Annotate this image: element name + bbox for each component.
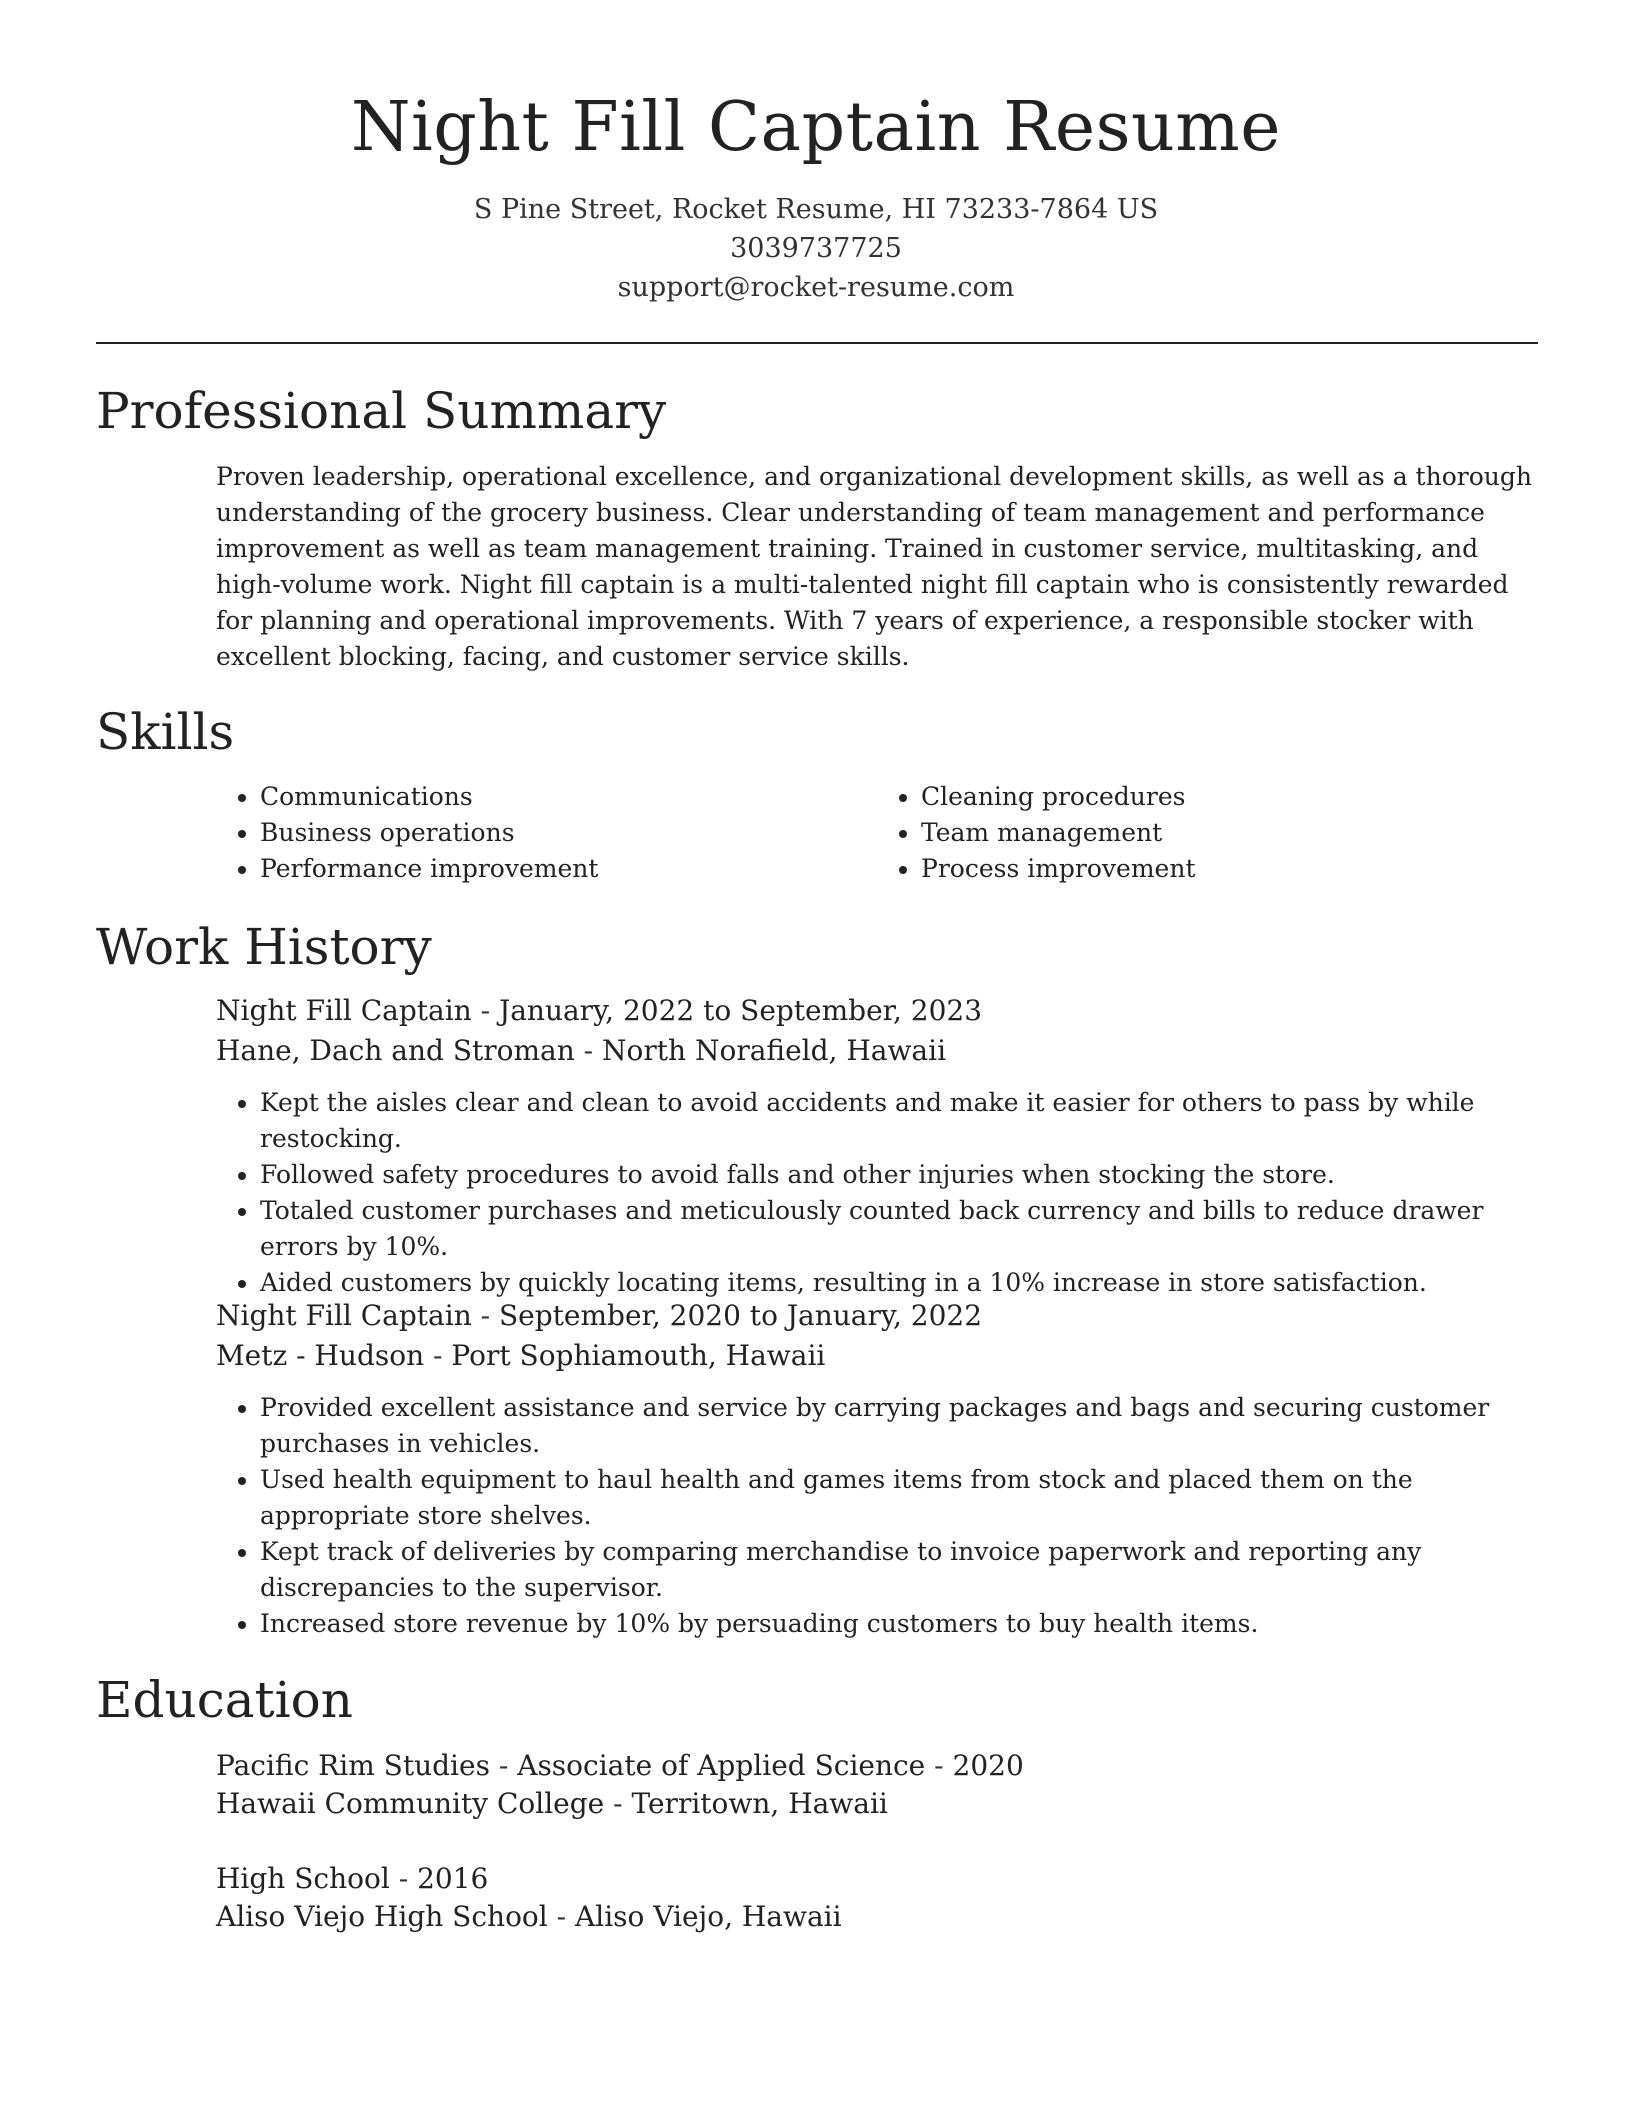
job-bullet: • Kept the aisles clear and clean to avoid accidents and make it easier for others to pass by while restocking. bbox=[260, 1085, 1538, 1157]
education-school-line: Hawaii Community College - Territown, Hawaii bbox=[216, 1787, 888, 1820]
job-bullet: • Provided excellent assistance and service by carrying packages and bags and securing customer purchases in vehicles. bbox=[260, 1390, 1538, 1462]
summary-text: Proven leadership, operational excellence, and organizational development skills, as well as a thorough understanding of the grocery business. Clear understanding of team management and performance improvement as well as team management training. Trained in customer service, multitasking, and high-volume work. Night fill captain is a multi-talented night fill captain who is consistently rewarded for planning and operational improvements. With 7 years of experience, a responsible stocker with excellent blocking, facing, and customer service skills. bbox=[216, 462, 1532, 671]
job-company: Metz - Hudson bbox=[216, 1339, 425, 1372]
job-company-line: Metz - Hudson - Port Sophiamouth, Hawaii bbox=[216, 1339, 826, 1372]
job-title-line: Night Fill Captain - January, 2022 to September, 2023 bbox=[216, 994, 983, 1027]
header-divider bbox=[96, 342, 1538, 344]
contact-phone: 3039737725 bbox=[730, 233, 902, 264]
education-degree-line: Pacific Rim Studies - Associate of Applied Science - 2020 bbox=[216, 1749, 1024, 1782]
skill-item: • Business operations bbox=[260, 815, 877, 851]
summary-block bbox=[216, 459, 1538, 675]
page-title: Night Fill Captain Resume bbox=[350, 88, 1282, 167]
skill-item: • Performance improvement bbox=[260, 851, 877, 887]
education-school-line: Aliso Viejo High School - Aliso Viejo, Hawaii bbox=[216, 1900, 842, 1933]
job-bullet: • Kept track of deliveries by comparing merchandise to invoice paperwork and reporting any discrepancies to the supervisor. bbox=[260, 1534, 1538, 1606]
education-school: Hawaii Community College bbox=[216, 1787, 605, 1820]
education-year: 2016 bbox=[417, 1862, 489, 1895]
skill-item: • Process improvement bbox=[921, 851, 1538, 887]
job-dates: September, 2020 to January, 2022 bbox=[499, 1299, 983, 1332]
contact-block bbox=[0, 190, 1632, 307]
education-degree-line: High School - 2016 bbox=[216, 1862, 489, 1895]
section-title-skills: Skills bbox=[96, 703, 235, 761]
job-entry bbox=[216, 1296, 1538, 1642]
section-title-summary: Professional Summary bbox=[96, 382, 667, 440]
job-bullet: • Increased store revenue by 10% by persuading customers to buy health items. bbox=[260, 1606, 1538, 1642]
job-location: North Norafield, Hawaii bbox=[602, 1034, 947, 1067]
skill-item: • Cleaning procedures bbox=[921, 779, 1538, 815]
job-bullets bbox=[216, 1390, 1538, 1642]
job-location: Port Sophiamouth, Hawaii bbox=[451, 1339, 826, 1372]
job-bullets bbox=[216, 1085, 1538, 1301]
education-school: Aliso Viejo High School bbox=[216, 1900, 548, 1933]
job-company-line: Hane, Dach and Stroman - North Norafield, Hawaii bbox=[216, 1034, 947, 1067]
job-dates: January, 2022 to September, 2023 bbox=[499, 994, 983, 1027]
resume-header bbox=[0, 0, 1632, 307]
skill-item: • Communications bbox=[260, 779, 877, 815]
contact-email: support@rocket-resume.com bbox=[617, 272, 1015, 303]
job-title-line: Night Fill Captain - September, 2020 to January, 2022 bbox=[216, 1299, 983, 1332]
education-field: High School bbox=[216, 1862, 390, 1895]
education-location: Territown, Hawaii bbox=[631, 1787, 888, 1820]
skills-list bbox=[216, 779, 1538, 887]
education-year: 2020 bbox=[952, 1749, 1024, 1782]
skill-item: • Team management bbox=[921, 815, 1538, 851]
job-company: Hane, Dach and Stroman bbox=[216, 1034, 575, 1067]
job-entry bbox=[216, 991, 1538, 1301]
section-title-work: Work History bbox=[96, 918, 432, 976]
education-degree: Associate of Applied Science bbox=[517, 1749, 926, 1782]
job-bullet: • Aided customers by quickly locating items, resulting in a 10% increase in store satisfaction. bbox=[260, 1265, 1538, 1301]
job-bullet: • Used health equipment to haul health and games items from stock and placed them on the appropriate store shelves. bbox=[260, 1462, 1538, 1534]
skills-column-left bbox=[216, 779, 877, 887]
education-entry bbox=[216, 1747, 1538, 1823]
job-role: Night Fill Captain bbox=[216, 1299, 472, 1332]
education-location: Aliso Viejo, Hawaii bbox=[575, 1900, 842, 1933]
education-field: Pacific Rim Studies bbox=[216, 1749, 490, 1782]
section-title-education: Education bbox=[96, 1671, 353, 1729]
job-bullet: • Followed safety procedures to avoid falls and other injuries when stocking the store. bbox=[260, 1157, 1538, 1193]
job-bullet: • Totaled customer purchases and meticulously counted back currency and bills to reduce drawer errors by 10%. bbox=[260, 1193, 1538, 1265]
education-entry bbox=[216, 1860, 1538, 1936]
job-role: Night Fill Captain bbox=[216, 994, 472, 1027]
contact-address: S Pine Street, Rocket Resume, HI 73233-7864 US bbox=[473, 194, 1159, 225]
skills-column-right bbox=[877, 779, 1538, 887]
